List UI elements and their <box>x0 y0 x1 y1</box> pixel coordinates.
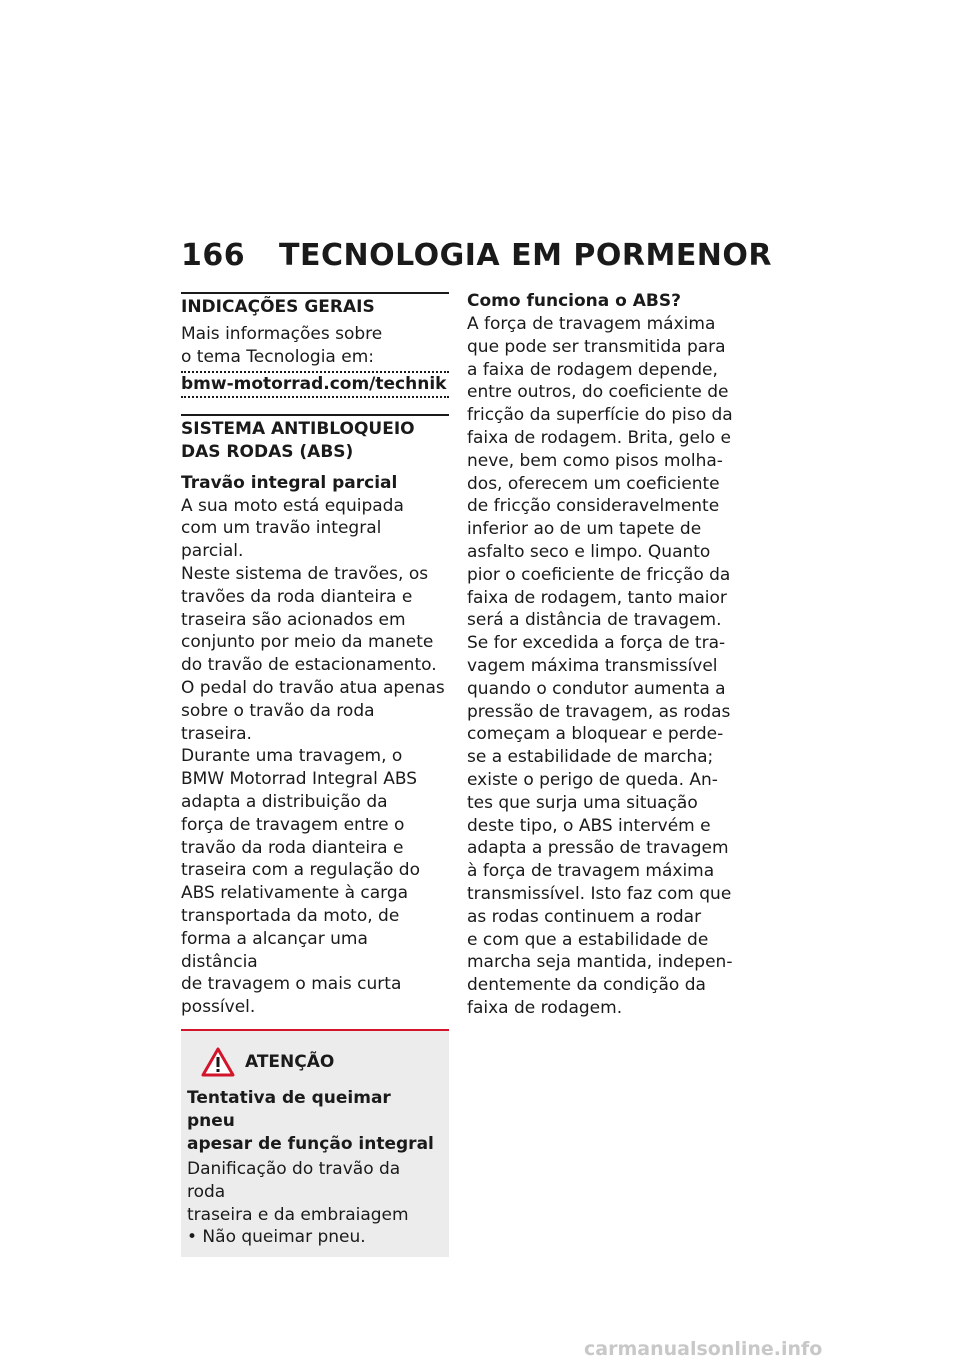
text-line: entre outros, do coeficiente de <box>467 382 729 403</box>
text-line: vagem máxima transmissível <box>467 655 718 676</box>
abs-explanation-text <box>467 313 739 1020</box>
subtitle-integral-brake: Travão integral parcial <box>181 472 398 493</box>
text-line: tes que surja uma situação <box>467 792 698 813</box>
watermark: carmanualsonline.info <box>584 1338 823 1360</box>
warning-subtitle-line: Tentativa de queimar pneu <box>187 1087 391 1131</box>
text-line: adapta a pressão de travagem <box>467 838 729 859</box>
text-line: adapta a distribuição da <box>181 791 388 812</box>
text-line: ABS relativamente à carga <box>181 883 409 904</box>
page-title: TECNOLOGIA EM PORMENOR <box>279 238 773 273</box>
text-line: marcha seja mantida, indepen- <box>467 952 733 973</box>
left-column <box>181 292 449 1257</box>
text-line: inferior ao de um tapete de <box>467 519 702 540</box>
text-line: existe o perigo de queda. An- <box>467 769 718 790</box>
text-line: BMW Motorrad Integral ABS <box>181 769 417 790</box>
text-line: conjunto por meio da manete <box>181 632 434 653</box>
text-line: faixa de rodagem. Brita, gelo e <box>467 427 732 448</box>
text-line: dos, oferecem um coeficiente <box>467 473 720 494</box>
text-line: será a distância de travagem. <box>467 610 722 631</box>
text-line: à força de travagem máxima <box>467 861 715 882</box>
section-title-line: DAS RODAS (ABS) <box>181 441 354 462</box>
text-line: possível. <box>181 997 256 1018</box>
text-line: fricção da superfície do piso da <box>467 405 733 426</box>
text-line: forma a alcançar uma distância <box>181 928 368 972</box>
text-line: Durante uma travagem, o <box>181 746 403 767</box>
warning-triangle-icon <box>201 1047 235 1077</box>
text-line: e com que a estabilidade de <box>467 929 709 950</box>
text-line: quando o condutor aumenta a <box>467 678 726 699</box>
warning-label: ATENÇÃO <box>245 1051 335 1072</box>
warning-box <box>181 1029 449 1257</box>
warning-text <box>187 1158 443 1249</box>
warning-header <box>201 1047 443 1077</box>
subtitle-how-abs-works: Como funciona o ABS? <box>467 291 681 311</box>
section-title-line: SISTEMA ANTIBLOQUEIO <box>181 418 415 439</box>
text-line: Se for excedida a força de tra- <box>467 633 726 654</box>
text-line: A força de travagem máxima <box>467 314 716 334</box>
text-line: travão da roda dianteira e <box>181 837 404 858</box>
text-line: A sua moto está equipada <box>181 495 404 516</box>
text-line: as rodas continuem a rodar <box>467 906 702 927</box>
warning-subtitle-line: apesar de função integral <box>187 1133 434 1154</box>
text-line: que pode ser transmitida para <box>467 336 726 357</box>
text-line: travões da roda dianteira e <box>181 586 413 607</box>
abs-text <box>181 495 449 1019</box>
text-line: O pedal do travão atua apenas <box>181 677 445 698</box>
text-line: Neste sistema de travões, os <box>181 563 429 584</box>
text-line: • Não queimar pneu. <box>187 1227 366 1248</box>
text-line: traseira e da embraiagem <box>187 1204 409 1225</box>
text-line: deste tipo, o ABS intervém e <box>467 815 711 836</box>
text-line: neve, bem como pisos molha- <box>467 450 723 471</box>
text-line: Mais informações sobre <box>181 324 383 344</box>
section-title-general: INDICAÇÕES GERAIS <box>181 297 375 317</box>
text-line: traseira são acionados em <box>181 609 406 630</box>
page-number: 166 <box>181 238 246 273</box>
page-header <box>181 238 773 273</box>
text-line: começam a bloquear e perde- <box>467 724 724 745</box>
right-column <box>467 292 739 1020</box>
text-line: se a estabilidade de marcha; <box>467 747 714 768</box>
technik-link[interactable]: bmw-motorrad.com/technik <box>181 371 449 398</box>
text-line: pior o coeficiente de fricção da <box>467 564 731 585</box>
text-line: transmissível. Isto faz com que <box>467 883 732 904</box>
text-line: dentemente da condição da <box>467 975 706 996</box>
text-line: sobre o travão da roda traseira. <box>181 700 375 744</box>
text-line: o tema Tecnologia em: <box>181 346 374 367</box>
section-title-abs <box>181 418 449 464</box>
text-line: Danificação do travão da roda <box>187 1158 401 1202</box>
text-line: pressão de travagem, as rodas <box>467 701 731 722</box>
text-line: a faixa de rodagem depende, <box>467 359 718 380</box>
text-line: transportada da moto, de <box>181 905 400 926</box>
text-line: asfalto seco e limpo. Quanto <box>467 541 711 562</box>
text-line: de fricção consideravelmente <box>467 496 720 517</box>
section-divider <box>181 414 449 416</box>
text-line: do travão de estacionamento. <box>181 655 437 676</box>
section-divider <box>181 292 449 294</box>
text-line: traseira com a regulação do <box>181 860 420 881</box>
text-line: de travagem o mais curta <box>181 974 402 995</box>
general-text <box>181 323 449 369</box>
text-line: força de travagem entre o <box>181 814 405 835</box>
warning-subtitle <box>187 1087 443 1156</box>
text-line: faixa de rodagem. <box>467 997 623 1018</box>
text-line: faixa de rodagem, tanto maior <box>467 587 727 608</box>
text-line: com um travão integral parcial. <box>181 518 382 562</box>
